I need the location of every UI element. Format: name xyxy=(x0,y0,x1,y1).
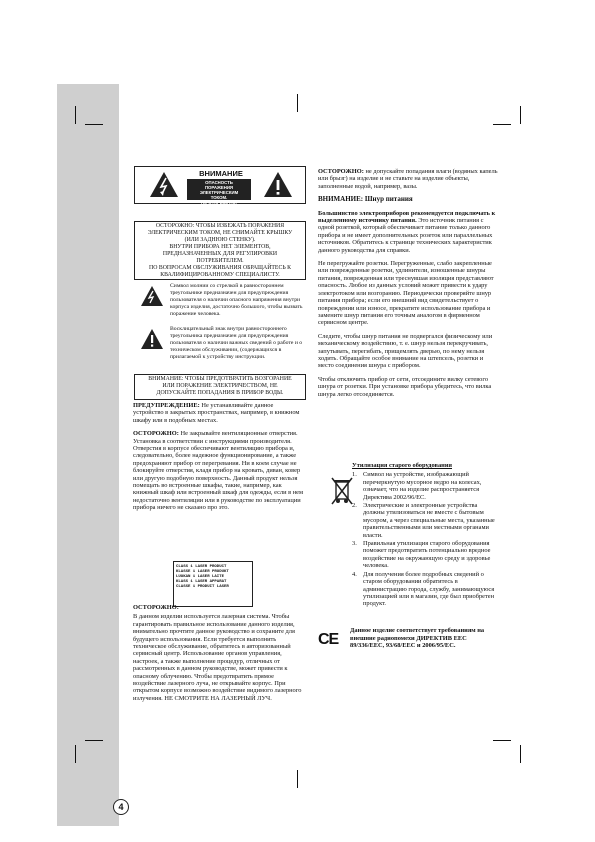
caution-line: ОСТОРОЖНО: ЧТОБЫ ИЗБЕЖАТЬ ПОРАЖЕНИЯ xyxy=(155,223,285,229)
paragraph xyxy=(133,613,305,702)
lead: ОСТОРОЖНО: xyxy=(133,430,179,438)
caution-line: КВАЛИФИЦИРОВАННОМУ СПЕЦИАЛИСТУ. xyxy=(160,272,280,278)
crop-mark xyxy=(75,106,76,124)
ce-mark: CE xyxy=(318,631,339,648)
paragraph xyxy=(318,210,498,254)
paragraph: Следите, чтобы шнур питания не подвергался физическому или механическому воздействию, т. е. шнур нельзя перекручивать, запутывать, перегибать, прищемлять дверью, по нему нельзя ходить. Обращайте особое внимание на штепсель, розетки и место соединения шнура с прибором. xyxy=(318,332,493,370)
ce-text: Данное изделие соответствует требованиям на внешние радиопомехи ДИРЕКТИВ EEC 89/336/EEC, 93/68/EEC и 2006/95/EC. xyxy=(350,627,485,650)
warning-title: ВНИМАНИЕ xyxy=(199,169,243,178)
laser-line: KLASS 1 LASER APPARAT xyxy=(176,580,227,584)
caution-line: ВНУТРИ ПРИБОРА НЕТ ЭЛЕМЕНТОВ, xyxy=(169,244,271,250)
caution-line: ЭЛЕКТРИЧЕСКИМ ТОКОМ, НЕ СНИМАЙТЕ КРЫШКУ xyxy=(147,230,293,236)
list-item: 1. Символ на устройстве, изображающий перечеркнутую мусорное ведро на колесах, означает, что на изделие распространяется Директива 2002/96/EC. xyxy=(352,471,482,501)
list-item-text: Символ на устройстве, изображающий перечеркнутую мусорное ведро на колесах, означает, что на изделие распространяется Директива 2002/96/EC. xyxy=(363,471,482,501)
bold-text: Большинство электроприборов рекомендуется подключать к выделенному источнику питания. xyxy=(318,209,496,225)
laser-line: KLASSE 1 LASER PRODUKT xyxy=(176,570,229,574)
left-column-bottom xyxy=(133,604,305,708)
text: Это источник питания с одной розеткой, который обеспечивает питание только данного прибора и не имеет дополнительных розеток или параллельных источников. Обратитесь к странице технических характеристик данного руководства для справки. xyxy=(318,217,493,254)
crop-mark xyxy=(493,740,511,741)
text: В данном изделии используется лазерная система. Чтобы гарантировать правильное использование данного изделия, внимательно прочтите данное руководство и сохраните для будущего использования. Если требуется выполнить техническое обслуживание, обратитесь в авторизованный сервисный центр. Использование органов управления, настроек, а также выполнение процедур, отличных от рассмотренных в данном руководстве, может привести к опасному облучению. Чтобы предотвратить прямое воздействие лазерного луча, не открывайте корпус. При открытом корпусе возможно воздействие видимого лазерного излучения. НЕ СМОТРИТЕ НА ЛАЗЕРНЫЙ ЛУЧ. xyxy=(133,613,302,702)
lead: ОСТОРОЖНО: xyxy=(318,168,364,175)
text: Не устанавливайте данное устройство в закрытых пространствах, например, в книжном шкафу или в подобных местах. xyxy=(133,402,300,424)
ce-section xyxy=(318,627,500,663)
crop-mark xyxy=(75,745,76,763)
warning-inner xyxy=(187,179,251,205)
list-item-text: Правильная утилизация старого оборудования поможет предотвратить потенциально вредное воздействие на окружающую среду и здоровье человека. xyxy=(363,540,491,570)
paragraph xyxy=(318,168,498,190)
lightning-explanation-text: Символ молнии со стрелкой в равностороннем треугольнике предназначен для предупреждения пользователя о наличии опасного напряжения внутри корпуса изделия, достаточно большого, чтобы вызвать поражение человека. xyxy=(170,283,303,317)
text: Не закрывайте вентиляционные отверстия. Установка в соответствии с инструкциями производителя. Отверстия в корпусе обеспечивают вентиляцию прибора и, следовательно, более надежное функционирование, а также предохраняют прибор от перегревания. Ни в коем случае не блокируйте отверстия, кладя прибор на кровать, диван, ковер или другую подобную поверхность. Данный продукт нельзя помещать во встроенные шкафы, такие, например, как книжный шкаф или встроенный шкаф для одежды, если в нем недостаточно вентиляции или в руководстве по эксплуатации прибора ничего не сказано про это. xyxy=(133,430,304,512)
lightning-explanation xyxy=(140,283,305,323)
list-item: 3. Правильная утилизация старого оборудования поможет предотвратить потенциально вредное воздействие на окружающую среду и здоровье человека. xyxy=(352,540,491,570)
paragraph xyxy=(133,402,305,424)
page-margin-band xyxy=(57,84,119,826)
warning-line: ЭЛЕКТРИЧЕСКИМ xyxy=(199,190,239,195)
laser-line: CLASS 1 LASER PRODUCT xyxy=(176,565,227,569)
caution-box xyxy=(134,221,306,280)
lead: ОСТОРОЖНО: xyxy=(133,604,179,611)
caution-line: ПРЕДНАЗНАЧЕННЫХ ДЛЯ РЕГУЛИРОВКИ xyxy=(162,251,278,257)
crop-mark xyxy=(297,94,298,112)
page-number: 4 xyxy=(113,799,129,815)
warning-box xyxy=(134,166,306,204)
crossed-bin-icon xyxy=(330,476,354,506)
list-item-text: Для получения более подробных сведений о старом оборудовании обратитесь в администрацию города, службу, занимающуюся утилизацией или в магазин, где был приобретен продукт. xyxy=(363,570,495,608)
warning-line: ПОРАЖЕНИЯ xyxy=(204,185,234,190)
section-heading: ВНИМАНИЕ: Шнур питания xyxy=(318,195,413,204)
attention-line: ИЛИ ПОРАЖЕНИЕ ЭЛЕКТРИЧЕСТВОМ, НЕ xyxy=(162,383,278,389)
right-column xyxy=(318,168,498,404)
crop-mark xyxy=(297,770,298,788)
lightning-icon xyxy=(140,285,164,307)
list-item-text: Электрические и электронные устройства должны утилизоваться не вместе с бытовым мусором, а через специальные места, указанные правительственными или местными органами власти. xyxy=(363,502,495,539)
exclamation-explanation-text: Восклицательный знак внутри равностороннего треугольника предназначен для предупреждения пользователя о наличии важных сведений о работе и о техническом обслуживании, (содержащихся в прилагаемой к устройству инструкции. xyxy=(170,326,303,360)
crop-mark xyxy=(85,124,103,125)
list-item: 2. Электрические и электронные устройства должны утилизоваться не вместе с бытовым мусором, а через специальные места, указанные правительственными или местными органами власти. xyxy=(352,502,495,539)
exclamation-explanation xyxy=(140,326,305,366)
attention-line: ВНИМАНИЕ: ЧТОБЫ ПРЕДОТВРАТИТЬ ВОЗГОРАНИЕ xyxy=(148,376,292,382)
caution-line: ПО ВОПРОСАМ ОБСЛУЖИВАНИЯ ОБРАЩАЙТЕСЬ К xyxy=(149,265,291,271)
disposal-text xyxy=(352,462,500,609)
crop-mark xyxy=(493,124,511,125)
attention-line: ДОПУСКАЙТЕ ПОПАДАНИЯ В ПРИБОР ВОДЫ. xyxy=(156,390,284,396)
exclamation-icon xyxy=(140,328,164,350)
paragraph xyxy=(133,430,305,511)
left-column xyxy=(133,402,305,518)
warning-line: ОПАСНОСТЬ xyxy=(205,180,233,185)
list-item: 4. Для получения более подробных сведений о старом оборудовании обратитесь в администрацию города, службу, занимающуюся утилизацией или в магазин, где был приобретен продукт. xyxy=(352,570,495,608)
attention-box xyxy=(134,374,306,400)
warning-line: НЕ ОТКРЫВАТЬ! xyxy=(201,200,237,205)
warning-line: ТОКОМ. xyxy=(210,195,228,200)
lightning-warning-icon xyxy=(149,171,179,198)
lead: ПРЕДУПРЕЖДЕНИЕ: xyxy=(133,402,200,409)
disposal-list xyxy=(352,471,500,607)
crop-mark xyxy=(520,745,521,763)
caution-line: (ИЛИ ЗАДНЮЮ СТЕНКУ). xyxy=(184,237,256,243)
paragraph: Чтобы отключить прибор от сети, отсоедините вилку сетевого шнура от розетки. При установке прибора убедитесь, что вилка шнура легко отсоединяется. xyxy=(318,375,492,398)
laser-line: CLASSE 1 PRODUIT LASER xyxy=(176,585,229,589)
text: не допускайте попадания влаги (водяных капель или брызг) на изделие и не ставьте на изделие объекты, заполненные водой, например, вазы. xyxy=(318,168,498,190)
paragraph: Не перегружайте розетки. Перегруженные, слабо закрепленные или поврежденные розетки, удлинители, изношенные шнуры питания, поврежденная или треснувшая изоляция представляют опасность. Любое из данных условий может привести к удару электротоком или возгоранию. Периодически проверяйте шнур питания прибора; если его внешний вид свидетельствует о повреждении или износе, прекратите использование прибора и замените шнур питания его точным аналогом в фирменном сервисном центре. xyxy=(318,260,494,327)
crop-mark xyxy=(85,740,103,741)
crop-mark xyxy=(520,106,521,124)
disposal-title: Утилизация старого оборудования xyxy=(352,462,452,469)
laser-label xyxy=(173,561,253,607)
caution-line: ПОТРЕБИТЕЛЕМ. xyxy=(196,258,244,264)
paragraph xyxy=(133,604,305,611)
exclamation-warning-icon xyxy=(263,171,293,198)
disposal-section xyxy=(318,462,500,608)
laser-line: LUOKAN 1 LASER LAITE xyxy=(176,575,225,579)
